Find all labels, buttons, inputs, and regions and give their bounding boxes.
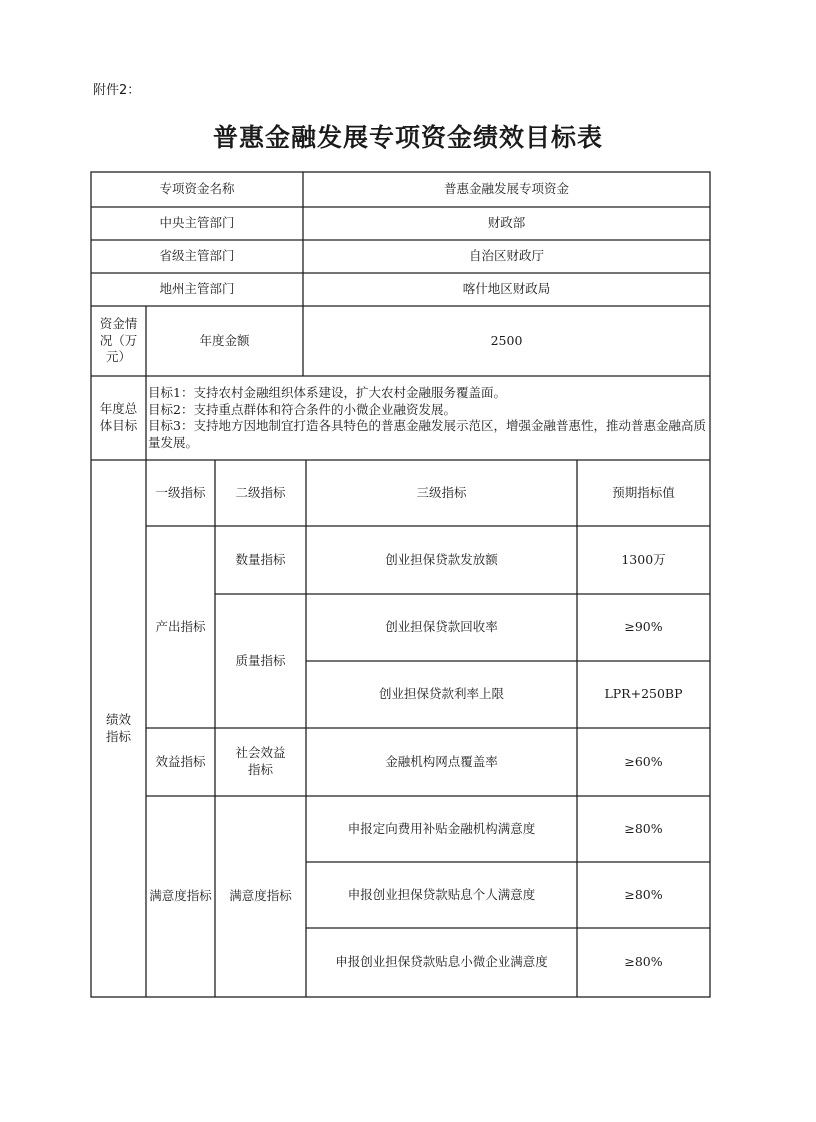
level3-indicator: 申报创业担保贷款贴息个人满意度: [347, 886, 536, 902]
annual-amount-value: 2500: [490, 332, 523, 348]
performance-indicators-label: 绩效指标: [105, 711, 131, 744]
central-dept-value: 财政部: [487, 215, 526, 231]
level3-indicator: 创业担保贷款发放额: [385, 551, 498, 567]
level3-indicator: 申报创业担保贷款贴息小微企业满意度: [335, 954, 548, 970]
expected-value: ≥80%: [624, 820, 663, 836]
expected-value: 1300万: [621, 551, 666, 567]
annual-goals-list: [148, 385, 710, 451]
level3-indicator: 金融机构网点覆盖率: [385, 753, 498, 769]
funds-label: 资金情况（万元）: [99, 315, 138, 365]
expected-value: ≥90%: [624, 619, 663, 635]
expected-value: LPR+250BP: [604, 686, 683, 702]
central-dept-label: 中央主管部门: [159, 215, 235, 231]
header-level2: 二级指标: [235, 484, 286, 500]
expected-value: ≥80%: [624, 954, 663, 970]
goal-item: 目标2：支持重点群体和符合条件的小微企业融资发展。: [148, 401, 456, 417]
provincial-dept-label: 省级主管部门: [159, 248, 235, 264]
prefecture-dept-value: 喀什地区财政局: [462, 281, 551, 297]
level3-indicator: 创业担保贷款回收率: [385, 619, 498, 635]
attachment-label: 附件2：: [93, 83, 141, 98]
level3-indicator: 申报定向费用补贴金融机构满意度: [347, 820, 536, 836]
level3-indicator: 创业担保贷款利率上限: [378, 686, 504, 702]
header-expected-value: 预期指标值: [612, 484, 675, 500]
annual-amount-label: 年度金额: [199, 332, 250, 348]
header-level1: 一级指标: [155, 484, 206, 500]
annual-goals-label: 年度总体目标: [99, 401, 138, 433]
header-level3: 三级指标: [416, 484, 467, 500]
quantity-indicator-label: 数量指标: [235, 551, 286, 567]
project-name-value: 普惠金融发展专项资金: [443, 181, 569, 197]
goal-item: 目标1：支持农村金融组织体系建设，扩大农村金融服务覆盖面。: [148, 385, 506, 400]
satisfaction-level2-label: 满意度指标: [229, 888, 292, 904]
expected-value: ≥60%: [624, 753, 663, 769]
prefecture-dept-label: 地州主管部门: [159, 281, 235, 297]
goal-item: 目标3：支持地方因地制宜打造各具特色的普惠金融发展示范区，增强金融普惠性，推动普惠金融高质量发展。: [148, 418, 706, 450]
project-name-label: 专项资金名称: [159, 181, 235, 197]
satisfaction-indicator-label: 满意度指标: [149, 888, 212, 904]
provincial-dept-value: 自治区财政厅: [468, 248, 544, 264]
quality-indicator-label: 质量指标: [235, 652, 286, 668]
expected-value: ≥80%: [624, 886, 663, 902]
social-benefit-indicator-label: 社会效益指标: [235, 745, 286, 777]
document-title: 普惠金融发展专项资金绩效目标表: [212, 123, 603, 152]
output-indicator-label: 产出指标: [155, 618, 206, 634]
benefit-indicator-label: 效益指标: [155, 753, 206, 769]
